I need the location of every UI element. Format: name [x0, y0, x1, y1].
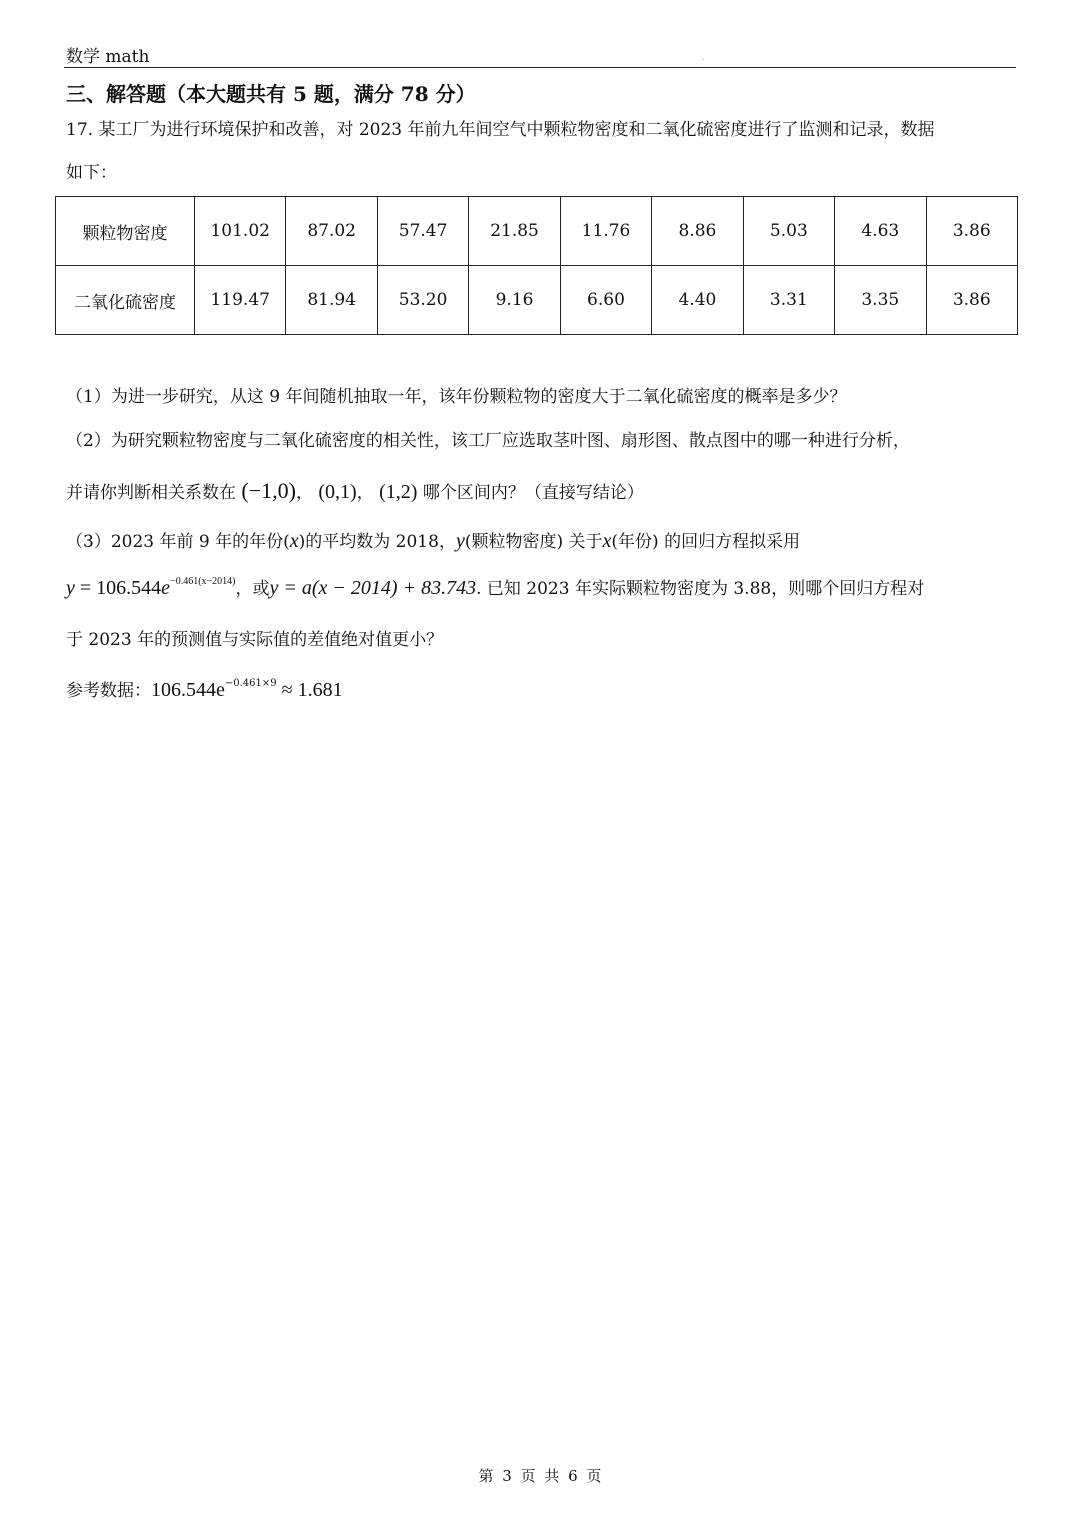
eq-coef: = 106.544 — [74, 577, 162, 599]
part3-text: (年份) 的回归方程拟采用 — [611, 532, 801, 552]
interval-neg1-0: (−1,0) — [241, 478, 296, 503]
q17-intro-line2: 如下： — [66, 163, 117, 183]
q17-part2-line2 — [66, 478, 644, 504]
table-cell: 4.40 — [652, 266, 743, 335]
part2-text-post: 哪个区间内？（直接写结论） — [422, 483, 644, 503]
table-cell: 8.86 — [652, 197, 743, 266]
ref-exponent: −0.461×9 — [224, 678, 277, 689]
q17-part3-line3: 于 2023 年的预测值与实际值的差值绝对值更小？ — [66, 630, 444, 650]
var-x: x — [602, 530, 612, 552]
table-cell: 5.03 — [743, 197, 834, 266]
q17-part2-line1: （2）为研究颗粒物密度与二氧化硫密度的相关性，该工厂应选取茎叶图、扇形图、散点图中的哪一种进行分析， — [66, 431, 910, 451]
var-y: y — [455, 530, 465, 552]
interval-1-2: (1,2) — [379, 481, 418, 503]
q17-intro-line1: 17. 某工厂为进行环境保护和改善，对 2023 年前九年间空气中颗粒物密度和二氧化硫密度进行了监测和记录，数据 — [66, 120, 935, 140]
table-cell: 101.02 — [195, 197, 286, 266]
sep: ， — [295, 483, 313, 503]
interval-0-1: (0,1) — [318, 481, 357, 503]
ref-label: 参考数据： — [66, 681, 151, 701]
table-cell: 57.47 — [377, 197, 468, 266]
table-cell: 119.47 — [195, 266, 286, 335]
table-cell: 3.35 — [835, 266, 926, 335]
header-dot: . — [702, 53, 705, 62]
table-cell: 3.31 — [743, 266, 834, 335]
table-cell: 3.86 — [926, 266, 1018, 335]
table-cell: 87.02 — [286, 197, 377, 266]
sep: ， — [356, 483, 374, 503]
table-row-particulate — [56, 197, 1018, 266]
var-x: x — [289, 530, 299, 552]
table-cell: 3.86 — [926, 197, 1018, 266]
q17-part3-line1 — [66, 529, 800, 553]
table-cell: 81.94 — [286, 266, 377, 335]
eq-exponent: −0.461(x−2014) — [170, 576, 236, 587]
eq-lhs: y — [66, 577, 75, 599]
table-cell: 21.85 — [469, 197, 560, 266]
regression-eq-linear: y = a(x − 2014) + 83.743 — [269, 577, 477, 599]
part3-text: )的平均数为 2018， — [298, 532, 456, 552]
header-rule — [64, 67, 1016, 68]
page-footer: 第 3 页 共 6 页 — [478, 1467, 602, 1485]
density-table — [55, 196, 1018, 335]
part3-text: (颗粒物密度) 关于 — [464, 532, 603, 552]
row-label: 二氧化硫密度 — [56, 266, 195, 335]
page-header-subject: 数学 math — [66, 47, 150, 67]
part3-text: . 已知 2023 年实际颗粒物密度为 3.88，则哪个回归方程对 — [476, 579, 925, 599]
row-label: 颗粒物密度 — [56, 197, 195, 266]
part3-text: （3）2023 年前 9 年的年份( — [66, 532, 290, 552]
q17-part3-line2 — [66, 576, 924, 600]
part2-text-pre: 并请你判断相关系数在 — [66, 483, 236, 503]
table-row-so2 — [56, 266, 1018, 335]
reference-data — [66, 678, 343, 702]
table-cell: 53.20 — [377, 266, 468, 335]
q17-part1: （1）为进一步研究，从这 9 年间随机抽取一年，该年份颗粒物的密度大于二氧化硫密度的概率是多少？ — [66, 387, 847, 407]
table-cell: 11.76 — [560, 197, 651, 266]
table-cell: 4.63 — [835, 197, 926, 266]
eq-e: e — [161, 577, 171, 599]
ref-base: 106.544e — [151, 679, 225, 701]
table-cell: 6.60 — [560, 266, 651, 335]
table-cell: 9.16 — [469, 266, 560, 335]
regression-eq-exponential — [66, 577, 236, 599]
part3-text: ，或 — [235, 579, 270, 599]
ref-approx: ≈ 1.681 — [276, 679, 343, 701]
section-title: 三、解答题（本大题共有 5 题，满分 78 分） — [66, 82, 476, 106]
